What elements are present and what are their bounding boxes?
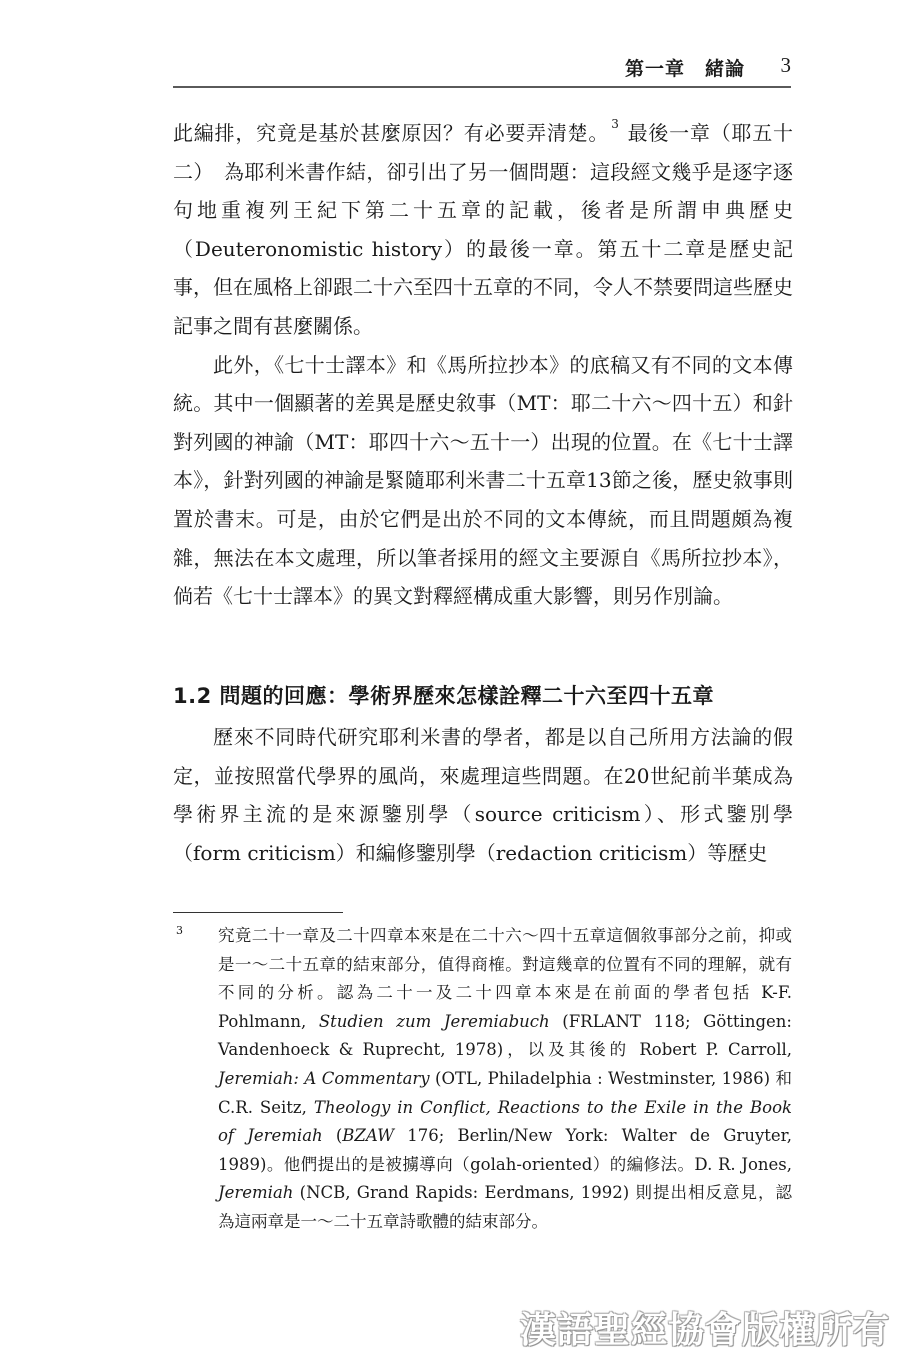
footnote-reference[interactable]: 3 xyxy=(611,117,619,131)
paragraph-3: 歷來不同時代研究耶利米書的學者，都是以自己所用方法論的假定，並按照當代學界的風尚，來處理這些問題。在20世紀前半葉成為學術界主流的是來源鑒別學（source criticism）、形式鑒別學（form criticism）和編修鑒別學（redaction criticism）等歷史 xyxy=(173,725,793,865)
section-heading: 1.2 問題的回應：學術界歷來怎樣詮釋二十六至四十五章 xyxy=(173,684,715,708)
copyright-watermark: 漢語聖經協會版權所有 xyxy=(519,1310,890,1351)
footnote-part: (OTL, Philadelphia : Westminster, 1986) 和 C.R. Seitz, xyxy=(218,1068,792,1117)
footnote-book-title: Studien zum Jeremiabuch xyxy=(318,1011,550,1031)
body-block-1 xyxy=(173,114,793,616)
footnote-number: 3 xyxy=(176,924,183,937)
footnote-book-title: Jeremiah: A Commentary xyxy=(218,1068,430,1088)
paragraph-1 xyxy=(173,114,793,346)
body-block-2 xyxy=(173,718,793,872)
footnote-book-title: Jeremiah xyxy=(218,1183,294,1203)
chapter-title: 第一章 緒論 xyxy=(624,58,745,80)
running-header xyxy=(173,48,791,88)
paragraph-2: 此外，《七十士譯本》和《馬所拉抄本》的底稿又有不同的文本傳統。其中一個顯著的差異是歷史敘事（MT：耶二十六～四十五）和針對列國的神諭（MT：耶四十六～五十一）出現的位置。在《七十士譯本》，針對列國的神諭是緊隨耶利米書二十五章13節之後，歷史敘事則置於書末。可是，由於它們是出於不同的文本傳統，而且問題頗為複雜，無法在本文處理，所以筆者採用的經文主要源自《馬所拉抄本》，倘若《七十士譯本》的異文對釋經構成重大影響，則另作別論。 xyxy=(173,352,793,609)
footnote-part: (FRLANT 118; Göttingen: Vandenhoeck & Ruprecht, 1978)，以及其後的 Robert P. Carroll, xyxy=(218,1011,792,1060)
paragraph-1-text-b: 最後一章（耶五十二） 為耶利米書作結，卻引出了另一個問題：這段經文幾乎是逐字逐句地重複列王紀下第二十五章的記載，後者是所謂申典歷史（Deuteronomistic history）的最後一章。第五十二章是歷史記事，但在風格上卻跟二十六至四十五章的不同，令人不禁要問這些歷史記事之間有甚麼關係。 xyxy=(173,121,794,338)
paragraph-1-text-a: 此編排，究竟是基於甚麼原因？有必要弄清楚。 xyxy=(173,121,610,145)
footnote-part: (NCB, Grand Rapids: Eerdmans, 1992) 則提出相反意見，認為這兩章是一～二十五章詩歌體的結束部分。 xyxy=(218,1183,792,1231)
footnote-text xyxy=(218,922,792,1237)
footnote-series-abbr: BZAW xyxy=(342,1126,395,1146)
footnote-divider xyxy=(173,912,343,913)
footnote-part: ( xyxy=(322,1126,343,1146)
footnote-part: 176; Berlin/New York: Walter de Gruyter, 1989)。他們提出的是被擄導向（golah-oriented）的編修法。D. R. Jones, xyxy=(218,1126,792,1174)
page-number: 3 xyxy=(780,53,791,77)
footnote-part: 究竟二十一章及二十四章本來是在二十六～四十五章這個敘事部分之前，抑或是一～二十五章的結束部分，值得商榷。對這幾章的位置有不同的理解，就有不同的分析。認為二十一及二十四章本來是在前面的學者包括 K-F. Pohlmann, xyxy=(218,926,792,1031)
footnote-book-title: Theology in Conflict, Reactions to the Exile in the Book of Jeremiah xyxy=(218,1097,792,1146)
